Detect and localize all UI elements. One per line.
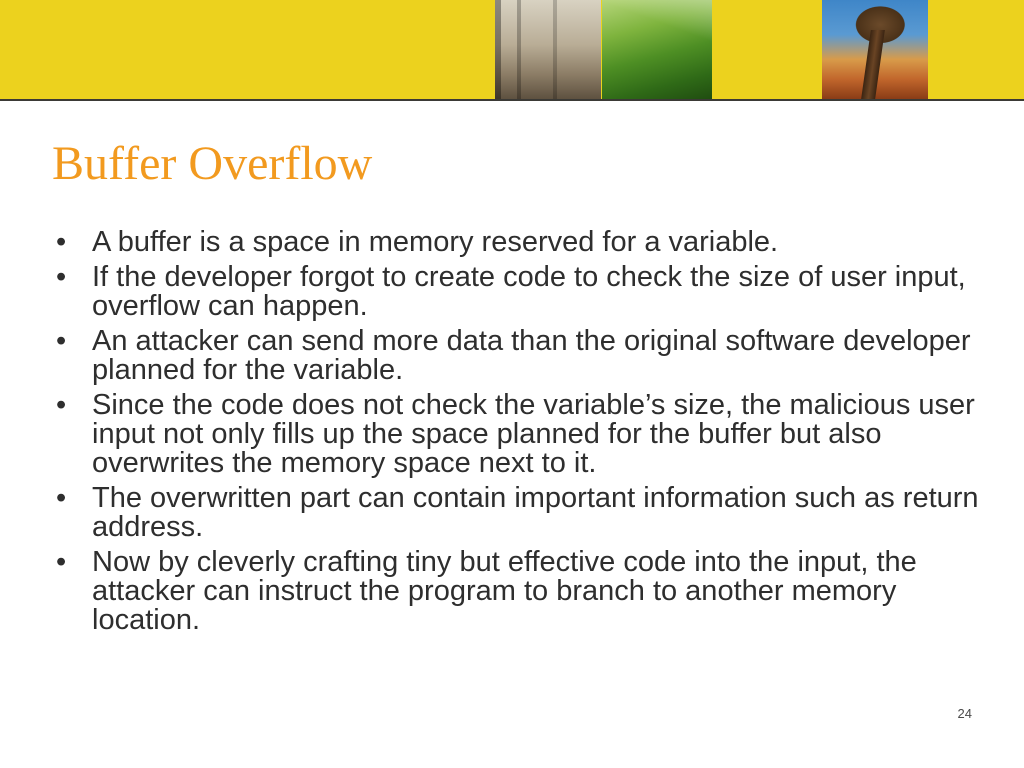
bullet-text: An attacker can send more data than the original software developer planned for the variable. [92,325,971,386]
bullet-text: A buffer is a space in memory reserved for a variable. [92,226,779,258]
bullet-item [52,263,987,321]
tree-photo [822,0,928,99]
bullet-marker: • [56,482,67,514]
header-divider [0,99,1024,101]
bullet-list [52,228,987,641]
page-number: 24 [957,706,972,721]
bullet-item [52,228,987,257]
bullet-item [52,484,987,542]
bullet-marker: • [56,261,67,293]
tree-trunk [861,30,885,99]
bullet-item [52,391,987,478]
bullet-text: The overwritten part can contain important information such as return address. [92,482,979,543]
bullet-item [52,548,987,635]
bullet-marker: • [56,325,67,357]
window-photo [495,0,601,99]
bullet-marker: • [56,389,67,421]
bullet-text: Since the code does not check the variable’s size, the malicious user input not only fills up the space planned for the buffer but also overwrites the memory space next to it. [92,389,975,479]
bullet-item [52,327,987,385]
bullet-marker: • [56,226,67,258]
bullet-marker: • [56,546,67,578]
bullet-text: If the developer forgot to create code to check the size of user input, overflow can happen. [92,261,966,322]
slide-title: Buffer Overflow [52,137,373,190]
bullet-text: Now by cleverly crafting tiny but effective code into the input, the attacker can instruct the program to branch to another memory location. [92,546,917,636]
grass-field-photo [602,0,712,99]
